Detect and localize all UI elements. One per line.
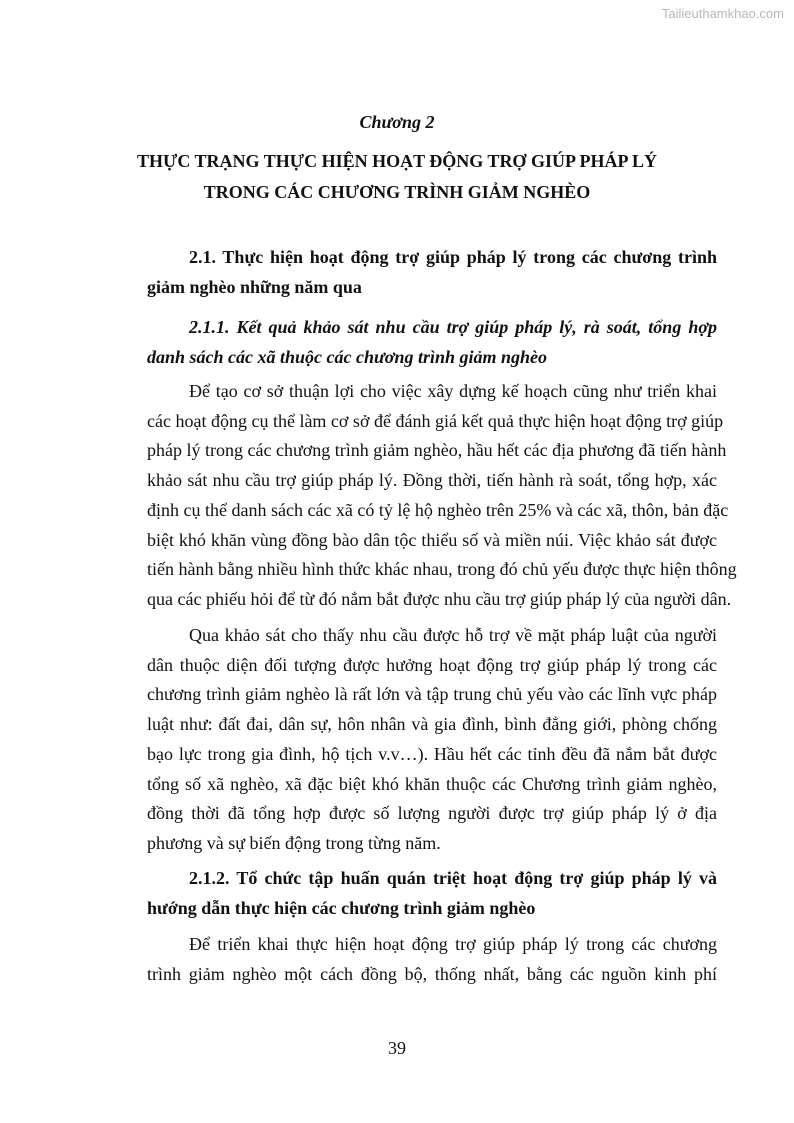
text-line: Qua khảo sát cho thấy nhu cầu được hỗ trợ về mặt pháp luật của người (189, 625, 717, 645)
text-line: Để triển khai thực hiện hoạt động trợ giúp pháp lý trong các chương (189, 934, 717, 954)
text-line: tổng số xã nghèo, xã đặc biệt khó khăn thuộc các Chương trình giảm nghèo, (147, 773, 717, 794)
watermark: Tailieuthamkhao.com (661, 6, 784, 21)
heading-line: danh sách các xã thuộc các chương trình giảm nghèo (147, 346, 547, 367)
text-line: biệt khó khăn vùng đồng bào dân tộc thiểu số và miền núi. Việc khảo sát được (147, 529, 717, 550)
chapter-title-line: TRONG CÁC CHƯƠNG TRÌNH GIẢM NGHÈO (203, 182, 591, 202)
page-number: 39 (388, 1038, 406, 1058)
text-line: trình giảm nghèo một cách đồng bộ, thống nhất, bằng các nguồn kinh phí (147, 963, 717, 984)
paragraph-1 (147, 377, 737, 615)
text-line: bạo lực trong gia đình, hộ tịch v.v…). Hầu hết các tỉnh đều đã nắm bắt được (147, 743, 717, 764)
heading-2-1-1 (147, 313, 717, 372)
text-line: phương và sự biến động trong từng năm. (147, 832, 441, 853)
text-line: luật như: đất đai, dân sự, hôn nhân và gia đình, bình đẳng giới, phòng chống (147, 714, 717, 735)
paragraph-2 (147, 621, 717, 859)
heading-line: giảm nghèo những năm qua (147, 276, 362, 297)
chapter-title (0, 146, 794, 208)
text-line: các hoạt động cụ thể làm cơ sở để đánh giá kết quả thực hiện hoạt động trợ giúp (147, 410, 724, 431)
text-line: dân thuộc diện đối tượng được hưởng hoạt động trợ giúp pháp lý trong các (147, 654, 717, 675)
heading-2-1 (147, 243, 717, 302)
chapter-title-line: THỰC TRẠNG THỰC HIỆN HOẠT ĐỘNG TRỢ GIÚP PHÁP LÝ (137, 151, 657, 171)
text-line: Để tạo cơ sở thuận lợi cho việc xây dựng kế hoạch cũng như triển khai (189, 381, 717, 401)
text-line: qua các phiếu hỏi để từ đó nắm bắt được nhu cầu trợ giúp pháp lý của người dân. (147, 588, 732, 609)
text-line: tiến hành bằng nhiều hình thức khác nhau, trong đó chủ yếu được thực hiện thông (147, 559, 737, 580)
text-line: chương trình giảm nghèo là rất lớn và tập trung chủ yếu vào các lĩnh vực pháp (147, 684, 717, 705)
text-line: khảo sát nhu cầu trợ giúp pháp lý. Đồng thời, tiến hành rà soát, tổng hợp, xác (147, 470, 717, 491)
heading-line: 2.1.2. Tổ chức tập huấn quán triệt hoạt động trợ giúp pháp lý và (189, 868, 717, 888)
heading-line: hướng dẫn thực hiện các chương trình giảm nghèo (147, 897, 536, 918)
chapter-label: Chương 2 (359, 112, 435, 132)
heading-2-1-2 (147, 864, 717, 923)
text-line: đồng thời đã tổng hợp được số lượng người được trợ giúp pháp lý ở địa (147, 803, 717, 824)
paragraph-3 (147, 930, 717, 989)
heading-line: 2.1.1. Kết quả khảo sát nhu cầu trợ giúp pháp lý, rà soát, tổng hợp (189, 317, 717, 337)
heading-line: 2.1. Thực hiện hoạt động trợ giúp pháp lý trong các chương trình (189, 247, 717, 267)
text-line: pháp lý trong các chương trình giảm nghèo, hầu hết các địa phương đã tiến hành (147, 440, 727, 461)
text-line: định cụ thể danh sách các xã có tỷ lệ hộ nghèo trên 25% và các xã, thôn, bản đặc (147, 499, 729, 520)
